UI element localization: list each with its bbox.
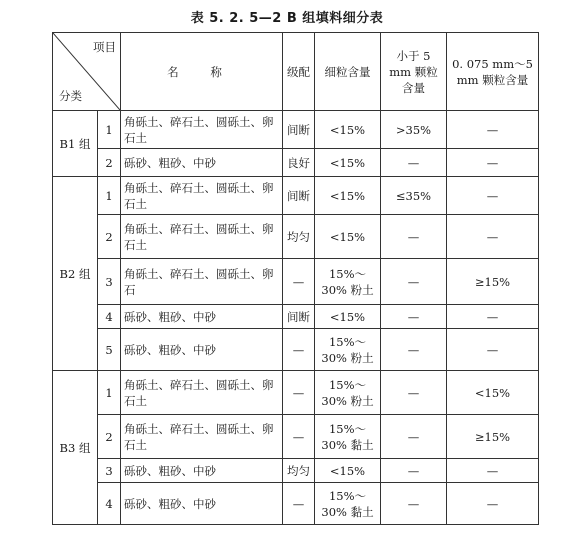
soil-name: 角砾土、碎石土、圆砾土、卵石土 [121,177,283,215]
group-label: B2 组 [53,177,98,371]
lt5-content: — [381,215,447,259]
row-number: 4 [98,483,121,525]
table-body [53,111,539,525]
range-content: — [447,215,539,259]
fines-content: <15% [315,305,381,329]
range-content: ≥15% [447,259,539,305]
fines-content: 15%～30% 黏土 [315,483,381,525]
row-number: 1 [98,371,121,415]
grading-value: — [283,371,315,415]
lt5-content: — [381,459,447,483]
header-row [53,33,539,111]
soil-name: 砾砂、粗砂、中砂 [121,329,283,371]
soil-name: 角砾土、碎石土、圆砾土、卵石土 [121,415,283,459]
lt5-content: — [381,259,447,305]
b-group-fill-table [52,32,539,525]
lt5-content: — [381,483,447,525]
table-row [53,215,539,259]
grading-value: 均匀 [283,459,315,483]
row-number: 4 [98,305,121,329]
row-number: 2 [98,415,121,459]
header-item-label: 项目 [93,40,116,54]
soil-name: 砾砂、粗砂、中砂 [121,305,283,329]
grading-value: — [283,483,315,525]
grading-value: 良好 [283,149,315,177]
range-content: — [447,459,539,483]
range-content: — [447,483,539,525]
soil-name: 角砾土、碎石土、圆砾土、卵石 [121,259,283,305]
row-number: 2 [98,149,121,177]
grading-value: — [283,415,315,459]
header-grading: 级配 [283,33,315,111]
range-content: ≥15% [447,415,539,459]
grading-value: 间断 [283,305,315,329]
fines-content: <15% [315,459,381,483]
soil-name: 砾砂、粗砂、中砂 [121,459,283,483]
lt5-content: ≤35% [381,177,447,215]
group-label: B1 组 [53,111,98,177]
range-content: <15% [447,371,539,415]
header-class-label: 分类 [59,89,82,103]
soil-name: 砾砂、粗砂、中砂 [121,483,283,525]
table-row [53,483,539,525]
row-number: 3 [98,459,121,483]
header-fines: 细粒含量 [315,33,381,111]
fines-content: <15% [315,111,381,149]
range-content: — [447,329,539,371]
row-number: 1 [98,177,121,215]
range-content: — [447,305,539,329]
soil-name: 角砾土、碎石土、圆砾土、卵石土 [121,215,283,259]
lt5-content: — [381,371,447,415]
lt5-content: — [381,415,447,459]
lt5-content: — [381,329,447,371]
table-row [53,329,539,371]
grading-value: — [283,259,315,305]
range-content: — [447,177,539,215]
fines-content: 15%～30% 粉土 [315,259,381,305]
table-row [53,305,539,329]
header-name: 名 称 [121,33,283,111]
grading-value: 间断 [283,177,315,215]
soil-name: 角砾土、碎石土、圆砾土、卵石土 [121,111,283,149]
lt5-content: — [381,149,447,177]
table-row [53,415,539,459]
table-row [53,177,539,215]
fines-content: 15%～30% 粉土 [315,371,381,415]
fines-content: <15% [315,177,381,215]
grading-value: — [283,329,315,371]
row-number: 5 [98,329,121,371]
lt5-content: >35% [381,111,447,149]
table-row [53,149,539,177]
range-content: — [447,149,539,177]
grading-value: 间断 [283,111,315,149]
diagonal-header-cell [53,33,121,111]
header-range: 0. 075 mm～5 mm 颗粒含量 [447,33,539,111]
table-row [53,459,539,483]
fines-content: <15% [315,149,381,177]
row-number: 2 [98,215,121,259]
soil-name: 角砾土、碎石土、圆砾土、卵石土 [121,371,283,415]
fines-content: 15%～30% 黏土 [315,415,381,459]
table-row [53,111,539,149]
table-row [53,371,539,415]
fines-content: <15% [315,215,381,259]
soil-name: 砾砂、粗砂、中砂 [121,149,283,177]
row-number: 3 [98,259,121,305]
lt5-content: — [381,305,447,329]
fines-content: 15%～30% 粉土 [315,329,381,371]
row-number: 1 [98,111,121,149]
header-lt5: 小于 5 mm 颗粒含量 [381,33,447,111]
table-row [53,259,539,305]
grading-value: 均匀 [283,215,315,259]
group-label: B3 组 [53,371,98,525]
range-content: — [447,111,539,149]
table-title: 表 5. 2. 5—2 B 组填料细分表 [190,11,384,26]
